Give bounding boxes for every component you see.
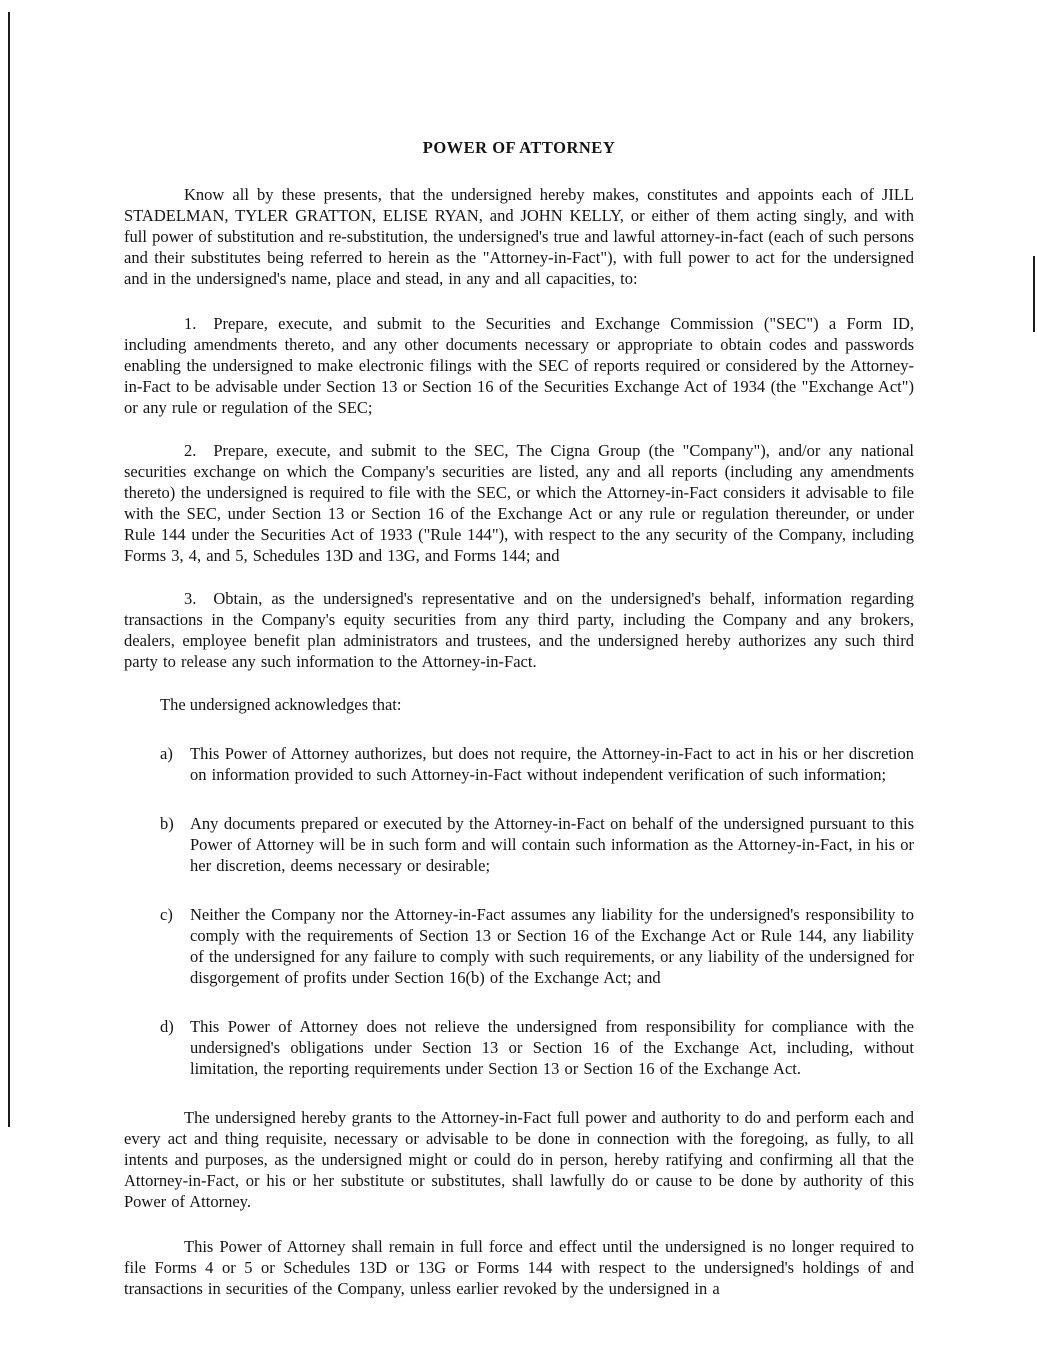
item-text: This Power of Attorney authorizes, but does not require, the Attorney-in-Fact to act in his or her discretion on information provided to such Attorney-in-Fact without independent verification of such information; — [190, 744, 914, 784]
document-body — [124, 138, 914, 1299]
numbered-item-2 — [124, 440, 914, 566]
numbered-item-1 — [124, 313, 914, 418]
lettered-item-a — [124, 743, 914, 785]
scan-artifact-line-left — [8, 12, 10, 1127]
item-letter: b) — [160, 814, 174, 833]
duration-paragraph: This Power of Attorney shall remain in full force and effect until the undersigned is no longer required to file Forms 4 or 5 or Schedules 13D or 13G or Forms 144 with respect to the undersigned's holdings of and transactions in securities of the Company, unless earlier revoked by the undersigned in a — [124, 1237, 914, 1298]
item-text: Obtain, as the undersigned's representative and on the undersigned's behalf, information regarding transactions in the Company's equity securities from any third party, including the Company and any brokers, dealers, employee benefit plan administrators and trustees, and the undersigned hereby authorizes any such third party to release any such information to the Attorney-in-Fact. — [124, 589, 914, 671]
item-text: Neither the Company nor the Attorney-in-Fact assumes any liability for the undersigned's responsibility to comply with the requirements of Section 13 or Section 16 of the Exchange Act or Rule 144, any liability of the undersigned for any failure to comply with such requirements, or any liability of the undersigned for disgorgement of profits under Section 16(b) of the Exchange Act; and — [190, 905, 914, 987]
item-number: 1. — [184, 314, 197, 333]
item-text: Prepare, execute, and submit to the Securities and Exchange Commission ("SEC") a Form ID, including amendments thereto, and any other documents necessary or appropriate to obtain codes and passwords enabling the undersigned to make electronic filings with the SEC of reports required or considered by the Attorney-in-Fact to be advisable under Section 13 or Section 16 of the Securities Exchange Act of 1934 (the "Exchange Act") or any rule or regulation of the SEC; — [124, 314, 914, 417]
acknowledgment-intro: The undersigned acknowledges that: — [160, 695, 402, 714]
item-text: This Power of Attorney does not relieve the undersigned from responsibility for compliance with the undersigned's obligations under Section 13 or Section 16 of the Exchange Act, including, without limitation, the reporting requirements under Section 13 or Section 16 of the Exchange Act. — [190, 1017, 914, 1078]
item-text: Any documents prepared or executed by the Attorney-in-Fact on behalf of the undersigned pursuant to this Power of Attorney will be in such form and will contain such information as the Attorney-in-Fact, in his or her discretion, deems necessary or desirable; — [190, 814, 914, 875]
lettered-item-d — [124, 1016, 914, 1079]
document-title: POWER OF ATTORNEY — [422, 138, 616, 157]
lettered-item-b — [124, 813, 914, 876]
item-letter: a) — [160, 744, 173, 763]
item-number: 3. — [184, 589, 197, 608]
grant-paragraph: The undersigned hereby grants to the Attorney-in-Fact full power and authority to do and perform each and every act and thing requisite, necessary or advisable to be done in connection with the foregoing, as fully, to all intents and purposes, as the undersigned might or could do in person, hereby ratifying and confirming all that the Attorney-in-Fact, or his or her substitute or substitutes, shall lawfully do or cause to be done by authority of this Power of Attorney. — [124, 1108, 914, 1211]
intro-paragraph: Know all by these presents, that the undersigned hereby makes, constitutes and appoints each of JILL STADELMAN, TYLER GRATTON, ELISE RYAN, and JOHN KELLY, or either of them acting singly, and with full power of substitution and re-substitution, the undersigned's true and lawful attorney-in-fact (each of such persons and their substitutes being referred to herein as the "Attorney-in-Fact"), with full power to act for the undersigned and in the undersigned's name, place and stead, in any and all capacities, to: — [124, 185, 914, 288]
numbered-item-3 — [124, 588, 914, 672]
item-number: 2. — [184, 441, 197, 460]
item-text: Prepare, execute, and submit to the SEC, The Cigna Group (the "Company"), and/or any national securities exchange on which the Company's securities are listed, any and all reports (including any amendments thereto) the undersigned is required to file with the SEC, or which the Attorney-in-Fact considers it advisable to file with the SEC, under Section 13 or Section 16 of the Exchange Act or any rule or regulation thereunder, or under Rule 144 under the Securities Act of 1933 ("Rule 144"), with respect to the any security of the Company, including Forms 3, 4, and 5, Schedules 13D and 13G, and Forms 144; and — [124, 441, 914, 565]
item-letter: d) — [160, 1017, 174, 1036]
scan-artifact-line-right — [1033, 256, 1035, 332]
item-letter: c) — [160, 905, 173, 924]
lettered-item-c — [124, 904, 914, 988]
